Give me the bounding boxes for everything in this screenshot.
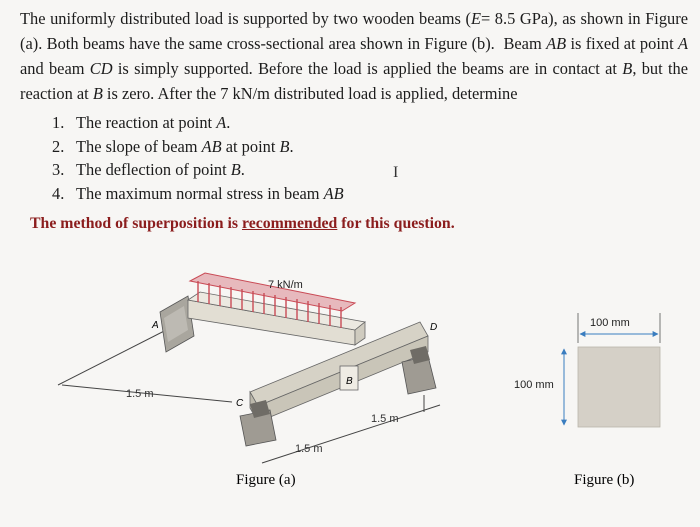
figure-a-caption: Figure (a) [236,472,296,488]
text-cursor-icon: I [393,164,399,181]
item-number: 4. [52,183,65,203]
item-number: 3. [52,160,65,179]
point-a-label: A [152,320,159,331]
cross-section-square [578,347,660,427]
item-text: The maximum normal stress in beam AB [76,183,344,203]
figure-a [58,273,440,488]
height-label: 100 mm [514,379,554,391]
point-b-label: B [346,376,353,387]
dimension-ab-label: 1.5 m [126,388,154,400]
figure-b [514,313,660,488]
item-text: The slope of beam AB at point B. [76,136,294,156]
dimension-bd-label: 1.5 m [371,413,399,425]
load-label: 7 kN/m [268,279,303,291]
width-label: 100 mm [590,317,630,329]
method-underlined: recommended [241,215,338,232]
item-text: The reaction at point A. [76,113,231,132]
item-number: 1. [52,113,65,132]
figure-b-caption: Figure (b) [574,472,635,488]
method-prefix: The method of superposition is [30,215,242,232]
point-d-label: D [430,322,438,333]
item-number: 2. [52,136,65,156]
problem-paragraph: The uniformly distributed load is supported by two wooden beams (E= 8.5 GPa), as shown in Figure (a). Both beams have the same cross-sectional area shown in Figure (b). Beam AB is fixed at point A and beam CD is simply supported. Before the load is applied the beams are in contact at B, but the reaction at B is zero. After the 7 kN/m distributed load is applied, determine [20,9,688,103]
item-text: The deflection of point B. [76,160,245,179]
method-suffix: for this question. [337,215,455,232]
dimension-line [262,405,440,463]
point-c-label: C [236,398,244,409]
dimension-line [58,325,176,385]
dimension-cb-label: 1.5 m [295,443,323,455]
